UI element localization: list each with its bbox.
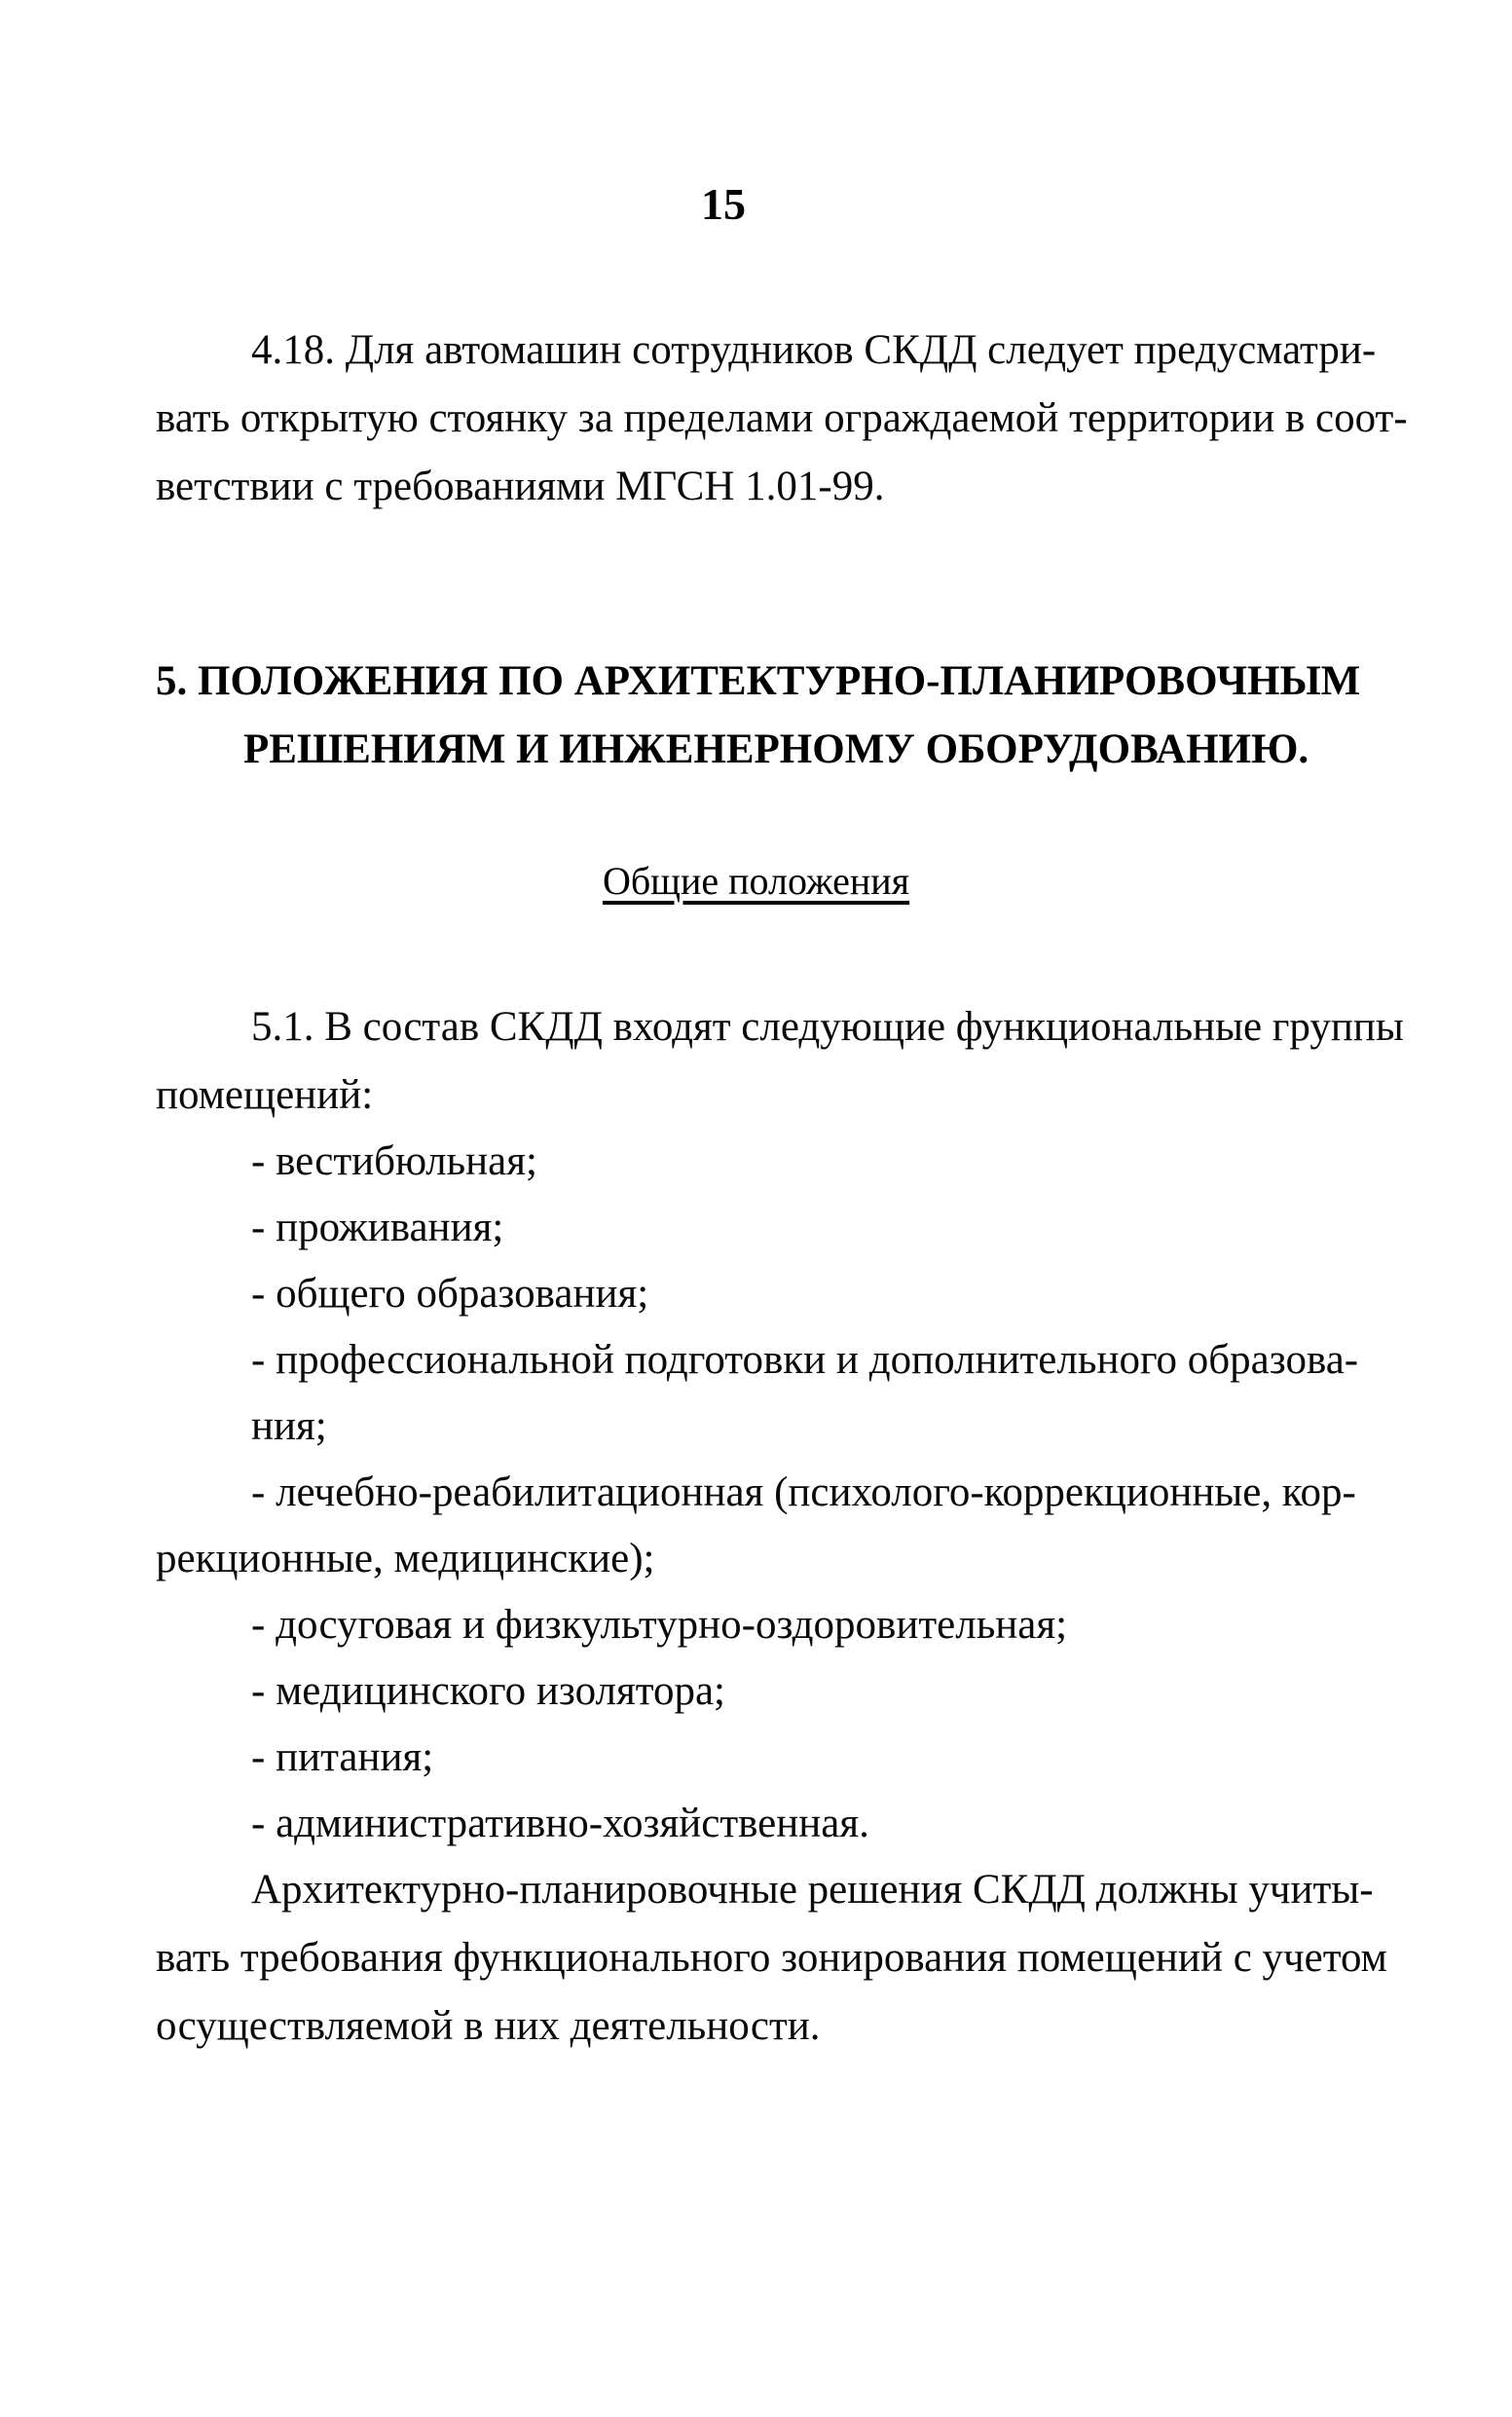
list-item: - медицинского изолятора; xyxy=(251,1668,726,1714)
paragraph-line: 5.1. В состав СКДД входят следующие функциональные группы xyxy=(251,1004,1404,1050)
list-item: - проживания; xyxy=(251,1205,504,1250)
paragraph-line: Архитектурно-планировочные решения СКДД должны учиты- xyxy=(251,1867,1374,1913)
paragraph-line: 4.18. Для автомашин сотрудников СКДД следует предусматри- xyxy=(251,327,1377,373)
list-item: - вестибюльная; xyxy=(251,1138,537,1184)
section-title-line: РЕШЕНИЯМ И ИНЖЕНЕРНОМУ ОБОРУДОВАНИЮ. xyxy=(243,726,1309,772)
paragraph-line: помещений: xyxy=(156,1072,374,1118)
list-item: - общего образования; xyxy=(251,1271,649,1317)
section-title-line: 5. ПОЛОЖЕНИЯ ПО АРХИТЕКТУРНО-ПЛАНИРОВОЧНЫМ xyxy=(156,658,1361,704)
subheading-general-provisions: Общие положения xyxy=(602,859,910,903)
paragraph-line: вать требования функционального зонирования помещений с учетом xyxy=(156,1935,1387,1981)
list-item-continuation: ния; xyxy=(251,1403,327,1449)
list-item: - досуговая и физкультурно-оздоровительная; xyxy=(251,1602,1068,1648)
paragraph-line: ветствии с требованиями МГСН 1.01-99. xyxy=(156,464,885,509)
paragraph-line: осуществляемой в них деятельности. xyxy=(156,2003,821,2049)
list-item: - профессиональной подготовки и дополнительного образова- xyxy=(251,1337,1359,1383)
list-item: - питания; xyxy=(251,1734,434,1780)
list-item-continuation: рекционные, медицинские); xyxy=(156,1536,655,1581)
paragraph-line: вать открытую стоянку за пределами ограждаемой территории в соот- xyxy=(156,395,1408,441)
list-item: - административно-хозяйственная. xyxy=(251,1801,869,1846)
list-item: - лечебно-реабилитационная (психолого-коррекционные, кор- xyxy=(251,1469,1356,1515)
page-number: 15 xyxy=(701,179,746,229)
